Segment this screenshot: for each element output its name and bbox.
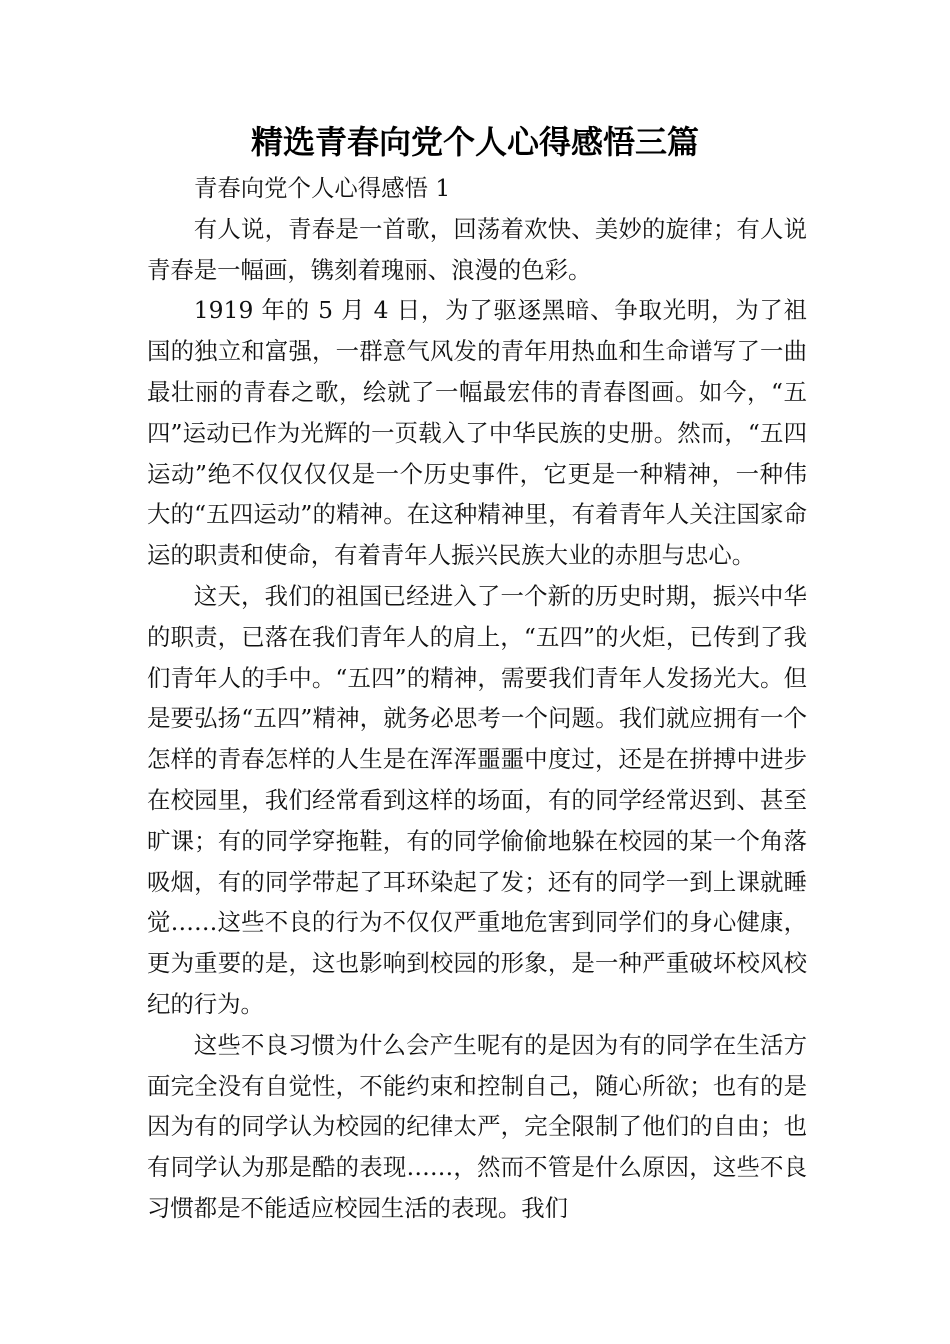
document-body	[147, 168, 807, 1229]
paragraph-1: 有人说，青春是一首歌，回荡着欢快、美妙的旋律；有人说青春是一幅画，镌刻着瑰丽、浪漫的色彩。	[147, 214, 807, 284]
paragraph-3: 这天，我们的祖国已经进入了一个新的历史时期，振兴中华的职责，已落在我们青年人的肩上，“五四”的火炬，已传到了我们青年人的手中。“五四”的精神，需要我们青年人发扬光大。但是要弘扬“五四”精神，就务必思考一个问题。我们就应拥有一个怎样的青春怎样的人生是在浑浑噩噩中度过，还是在拼搏中进步在校园里，我们经常看到这样的场面，有的同学经常迟到、甚至旷课；有的同学穿拖鞋，有的同学偷偷地躲在校园的某一个角落吸烟，有的同学带起了耳环染起了发；还有的同学一到上课就睡觉……这些不良的行为不仅仅严重地危害到同学们的身心健康，更为重要的是，这也影响到校园的形象，是一种严重破坏校风校纪的行为。	[147, 581, 807, 1018]
document-title: 精选青春向党个人心得感悟三篇	[250, 123, 699, 161]
section-heading: 青春向党个人心得感悟 1	[194, 174, 451, 202]
paragraph-2: 1919 年的 5 月 4 日，为了驱逐黑暗、争取光明，为了祖国的独立和富强，一群意气风发的青年用热血和生命谱写了一曲最壮丽的青春之歌，绘就了一幅最宏伟的青春图画。如今，“五四”运动已作为光辉的一页载入了中华民族的史册。然而，“五四运动”绝不仅仅仅仅是一个历史事件，它更是一种精神，一种伟大的“五四运动”的精神。在这种精神里，有着青年人关注国家命运的职责和使命，有着青年人振兴民族大业的赤胆与忠心。	[147, 296, 807, 570]
paragraph-4: 这些不良习惯为什么会产生呢有的是因为有的同学在生活方面完全没有自觉性，不能约束和控制自己，随心所欲；也有的是因为有的同学认为校园的纪律太严，完全限制了他们的自由；也有同学认为那是酷的表现……，然而不管是什么原因，这些不良习惯都是不能适应校园生活的表现。我们	[147, 1030, 807, 1222]
